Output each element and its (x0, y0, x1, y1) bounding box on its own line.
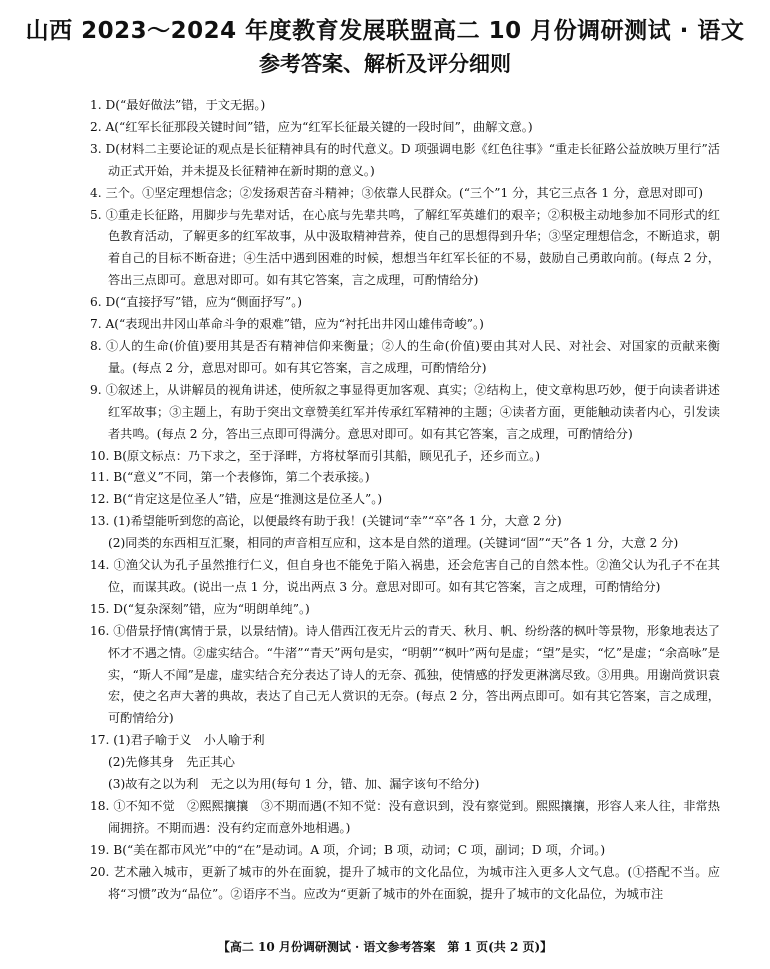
answer-item-13-2: (2)同类的东西相互汇聚，相同的声音相互应和，这本是自然的道理。(关键词“固”“天”各 1 分，大意 2 分) (108, 536, 679, 551)
answer-item-17-2: (2)先修其身 先正其心 (108, 755, 235, 770)
answer-item-1: 1. D(“最好做法”错，于文无据。) (90, 98, 266, 112)
answer-item-14: 14. ①渔父认为孔子虽然推行仁义，但自身也不能免于陷入祸患，还会危害自己的自然本性。②渔父认为孔子不在其位，而谋其政。(说出一点 1 分，说出两点 3 分。意思对即可。如有其它答案，言之成理，可酌情给分) (90, 558, 720, 594)
answer-list (90, 95, 720, 906)
answer-item-17-3: (3)故有之以为利 无之以为用(每句 1 分，错、加、漏字该句不给分) (108, 777, 480, 792)
answer-item-19: 19. B(“美在都市风光”中的“在”是动词。A 项，介词；B 项，动词；C 项，副词；D 项，介词。) (90, 842, 606, 857)
answer-item-12: 12. B(“肯定这是位圣人”错，应是“推测这是位圣人”。) (90, 492, 383, 507)
answer-item-10: 10. B(原文标点：乃下求之，至于泽畔，方将杖拏而引其船，顾见孔子，还乡而立。) (90, 448, 540, 463)
page-title: 山西 2023～2024 年度教育发展联盟高二 10 月份调研测试 · 语文 (25, 18, 745, 44)
answer-item-4: 4. 三个。①坚定理想信念；②发扬艰苦奋斗精神；③依靠人民群众。(“三个”1 分，其它三点各 1 分，意思对即可) (90, 185, 704, 200)
answer-item-13-1: 13. (1)希望能听到您的高论，以便最终有助于我！(关键词“幸”“卒”各 1 分，大意 2 分) (90, 514, 562, 529)
page-footer: 【高二 10 月份调研测试 · 语文参考答案 第 1 页(共 2 页)】 (217, 940, 553, 954)
answer-item-18: 18. ①不知不觉 ②熙熙攘攘 ③不期而遇(不知不觉：没有意识到，没有察觉到。熙熙攘攘，形容人来人往，非常热闹拥挤。不期而遇：没有约定而意外地相遇。) (90, 799, 720, 835)
answer-item-16: 16. ①借景抒情(寓情于景，以景结情)。诗人借西江夜无片云的青天、秋月、帆、纷纷落的枫叶等景物，形象地表达了怀才不遇之情。②虚实结合。“牛渚”“青天”两句是实，“明朝”“枫叶”两句是虚；“望”是实，“忆”是虚；“余高咏”是实，“斯人不闻”是虚，虚实结合充分表达了诗人的无奈、孤独，使情感的抒发更淋漓尽致。③用典。用谢尚赏识袁宏，使之名声大著的典故，表达了自己无人赏识的无奈。(每点 2 分，答出两点即可。如有其它答案，言之成理，可酌情给分) (90, 623, 720, 726)
answer-item-15: 15. D(“复杂深刻”错，应为“明朗单纯”。) (90, 601, 310, 616)
answer-item-17-1: 17. (1)君子喻于义 小人喻于利 (90, 733, 265, 748)
answer-item-9: 9. ①叙述上，从讲解员的视角讲述，使所叙之事显得更加客观、真实；②结构上，使文章构思巧妙，便于向读者讲述红军故事；③主题上，有助于突出文章赞美红军并传承红军精神的主题；④读者方面，更能触动读者内心，引发读者共鸣。(每点 2 分，答出三点即可得满分。意思对即可。如有其它答案，言之成理，可酌情给分) (90, 382, 720, 441)
answer-item-3: 3. D(材料二主要论证的观点是长征精神具有的时代意义。D 项强调电影《红色往事》“重走长征路公益放映万里行”活动正式开始，并未提及长征精神在新时期的意义。) (90, 141, 720, 178)
answer-item-8: 8. ①人的生命(价值)要用其是否有精神信仰来衡量；②人的生命(价值)要由其对人民、对社会、对国家的贡献来衡量。(每点 2 分，意思对即可。如有其它答案，言之成理，可酌情给分) (90, 338, 720, 375)
answer-item-11: 11. B(“意义”不同，第一个表修饰，第二个表承接。) (90, 470, 370, 485)
answer-item-20: 20. 艺术融入城市，更新了城市的外在面貌，提升了城市的文化品位，为城市注入更多人文气息。(①搭配不当。应将“习惯”改为“品位”。②语序不当。应改为“更新了城市的外在面貌，提升了城市的文化品位，为城市注 (90, 864, 720, 901)
answer-item-2: 2. A(“红军长征那段关键时间”错，应为“红军长征最关键的一段时间”，曲解文意。) (90, 119, 533, 134)
answer-item-5: 5. ①重走长征路，用脚步与先辈对话，在心底与先辈共鸣，了解红军英雄们的艰辛；②积极主动地参加不同形式的红色教育活动，了解更多的红军故事，从中汲取精神营养，使自己的思想得到升华；③坚定理想信念，不断追求，朝着自己的目标不断奋进；④生活中遇到困难的时候，想想当年红军长征的不易，鼓励自己勇敢向前。(每点 2 分，答出三点即可。意思对即可。如有其它答案，言之成理，可酌情给分) (90, 207, 720, 288)
page-subtitle: 参考答案、解析及评分细则 (259, 52, 511, 76)
answer-item-7: 7. A(“表现出井冈山革命斗争的艰难”错，应为“衬托出井冈山雄伟奇峻”。) (90, 317, 484, 332)
answer-item-6: 6. D(“直接抒写”错，应为“侧面抒写”。) (90, 295, 303, 310)
